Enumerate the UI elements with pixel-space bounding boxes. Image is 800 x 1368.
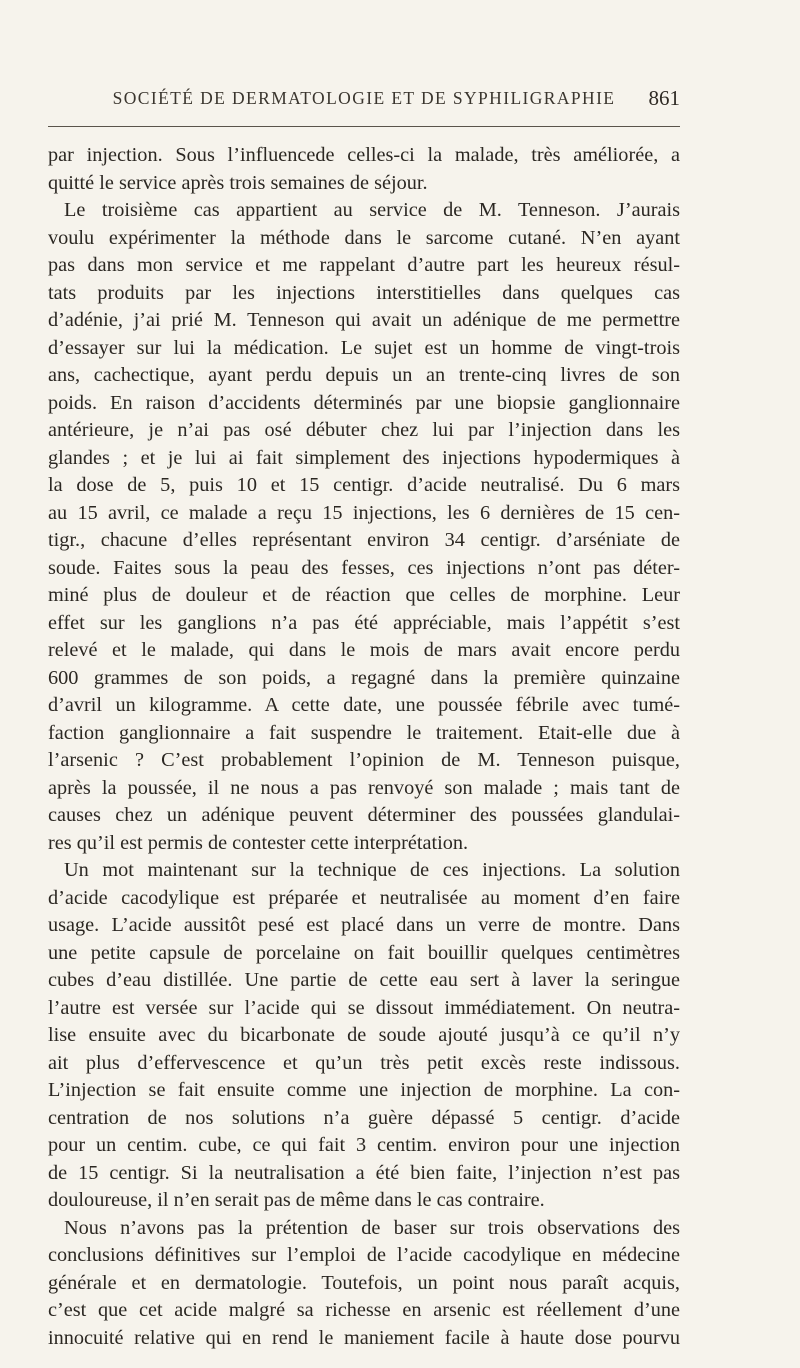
text-line: de 15 centigr. Si la neutralisation a été bien faite, l’injection n’est pas	[48, 1161, 680, 1184]
text-line: tigr., chacune d’elles représentant environ 34 centigr. d’arséniate de	[48, 529, 680, 551]
text-line: usage. L’acide aussitôt pesé est placé dans un verre de montre. Dans	[48, 914, 680, 936]
text-line: après la poussée, il ne nous a pas renvoyé son malade ; mais tant de	[48, 776, 680, 799]
text-line: antérieure, je n’ai pas osé débuter chez lui par l’injection dans les	[48, 419, 680, 441]
text-line: générale et en dermatologie. Toutefois, un point nous paraît acquis,	[48, 1271, 680, 1294]
text-line: effet sur les ganglions n’a pas été appréciable, mais l’appétit s’est	[48, 611, 680, 634]
text-line: lise ensuite avec du bicarbonate de soude ajouté jusqu’à ce qu’il n’y	[48, 1024, 680, 1046]
text-line: une petite capsule de porcelaine on fait bouillir quelques centimètres	[48, 941, 680, 964]
text-line: cubes d’eau distillée. Une partie de cette eau sert à laver la seringue	[48, 969, 680, 991]
text-line: douloureuse, il n’en serait pas de même dans le cas contraire.	[48, 1189, 545, 1211]
text-line: glandes ; et je lui ai fait simplement des injections hypodermiques à	[48, 446, 680, 469]
text-line: d’essayer sur lui la médication. Le sujet est un homme de vingt-trois	[48, 336, 680, 359]
text-line: ait plus d’effervescence et qu’un très petit excès reste indissous.	[48, 1051, 680, 1074]
text-line: soude. Faites sous la peau des fesses, ces injections n’ont pas déter-	[48, 556, 680, 579]
text-line: c’est que cet acide malgré sa richesse en arsenic est réellement d’une	[48, 1299, 680, 1321]
text-line: Le troisième cas appartient au service de M. Tenneson. J’aurais	[64, 199, 680, 221]
text-line: la dose de 5, puis 10 et 15 centigr. d’acide neutralisé. Du 6 mars	[48, 474, 680, 496]
text-line: l’arsenic ? C’est probablement l’opinion de M. Tenneson puisque,	[48, 749, 680, 771]
text-line: tats produits par les injections interstitielles dans quelques cas	[48, 281, 680, 304]
text-line: Un mot maintenant sur la technique de ces injections. La solution	[64, 859, 680, 881]
text-line: par injection. Sous l’influencede celles-ci la malade, très améliorée, a	[48, 144, 680, 166]
text-line: L’injection se fait ensuite comme une injection de morphine. La con-	[48, 1079, 680, 1101]
text-line: Nous n’avons pas la prétention de baser sur trois observations des	[64, 1216, 680, 1239]
text-line: 600 grammes de son poids, a regagné dans la première quinzaine	[48, 666, 680, 689]
text-line: poids. En raison d’accidents déterminés par une biopsie ganglionnaire	[48, 391, 680, 414]
running-title: SOCIÉTÉ DE DERMATOLOGIE ET DE SYPHILIGRAPHIE	[112, 88, 616, 108]
text-line: pas dans mon service et me rappelant d’autre part les heureux résul-	[48, 254, 680, 276]
header-rule	[48, 126, 680, 127]
text-line: centration de nos solutions n’a guère dépassé 5 centigr. d’acide	[48, 1106, 680, 1129]
text-line: d’avril un kilogramme. A cette date, une poussée fébrile avec tumé-	[48, 694, 680, 716]
text-line: res qu’il est permis de contester cette interprétation.	[48, 831, 469, 854]
text-line: l’autre est versée sur l’acide qui se dissout immédiatement. On neutra-	[48, 996, 680, 1019]
text-line: miné plus de douleur et de réaction que celles de morphine. Leur	[48, 584, 680, 606]
text-line: relevé et le malade, qui dans le mois de mars avait encore perdu	[48, 639, 680, 661]
text-line: d’adénie, j’ai prié M. Tenneson qui avait un adénique de me permettre	[48, 309, 680, 331]
text-line: quitté le service après trois semaines de séjour.	[48, 171, 428, 194]
text-line: innocuité relative qui en rend le maniement facile à haute dose pourvu	[48, 1326, 680, 1349]
body-text	[48, 142, 680, 1352]
text-line: causes chez un adénique peuvent déterminer des poussées glandulai-	[48, 804, 680, 826]
text-line: d’acide cacodylique est préparée et neutralisée au moment d’en faire	[48, 886, 680, 909]
page-number: 861	[648, 86, 680, 110]
text-line: ans, cachectique, ayant perdu depuis un an trente-cinq livres de son	[48, 364, 680, 386]
text-line: voulu expérimenter la méthode dans le sarcome cutané. N’en ayant	[48, 226, 680, 249]
running-head	[48, 88, 680, 116]
text-line: conclusions définitives sur l’emploi de l’acide cacodylique en médecine	[48, 1244, 680, 1266]
text-line: faction ganglionnaire a fait suspendre le traitement. Etait-elle due à	[48, 721, 680, 744]
text-line: au 15 avril, ce malade a reçu 15 injections, les 6 dernières de 15 cen-	[48, 501, 680, 524]
text-line: pour un centim. cube, ce qui fait 3 centim. environ pour une injection	[48, 1134, 680, 1156]
